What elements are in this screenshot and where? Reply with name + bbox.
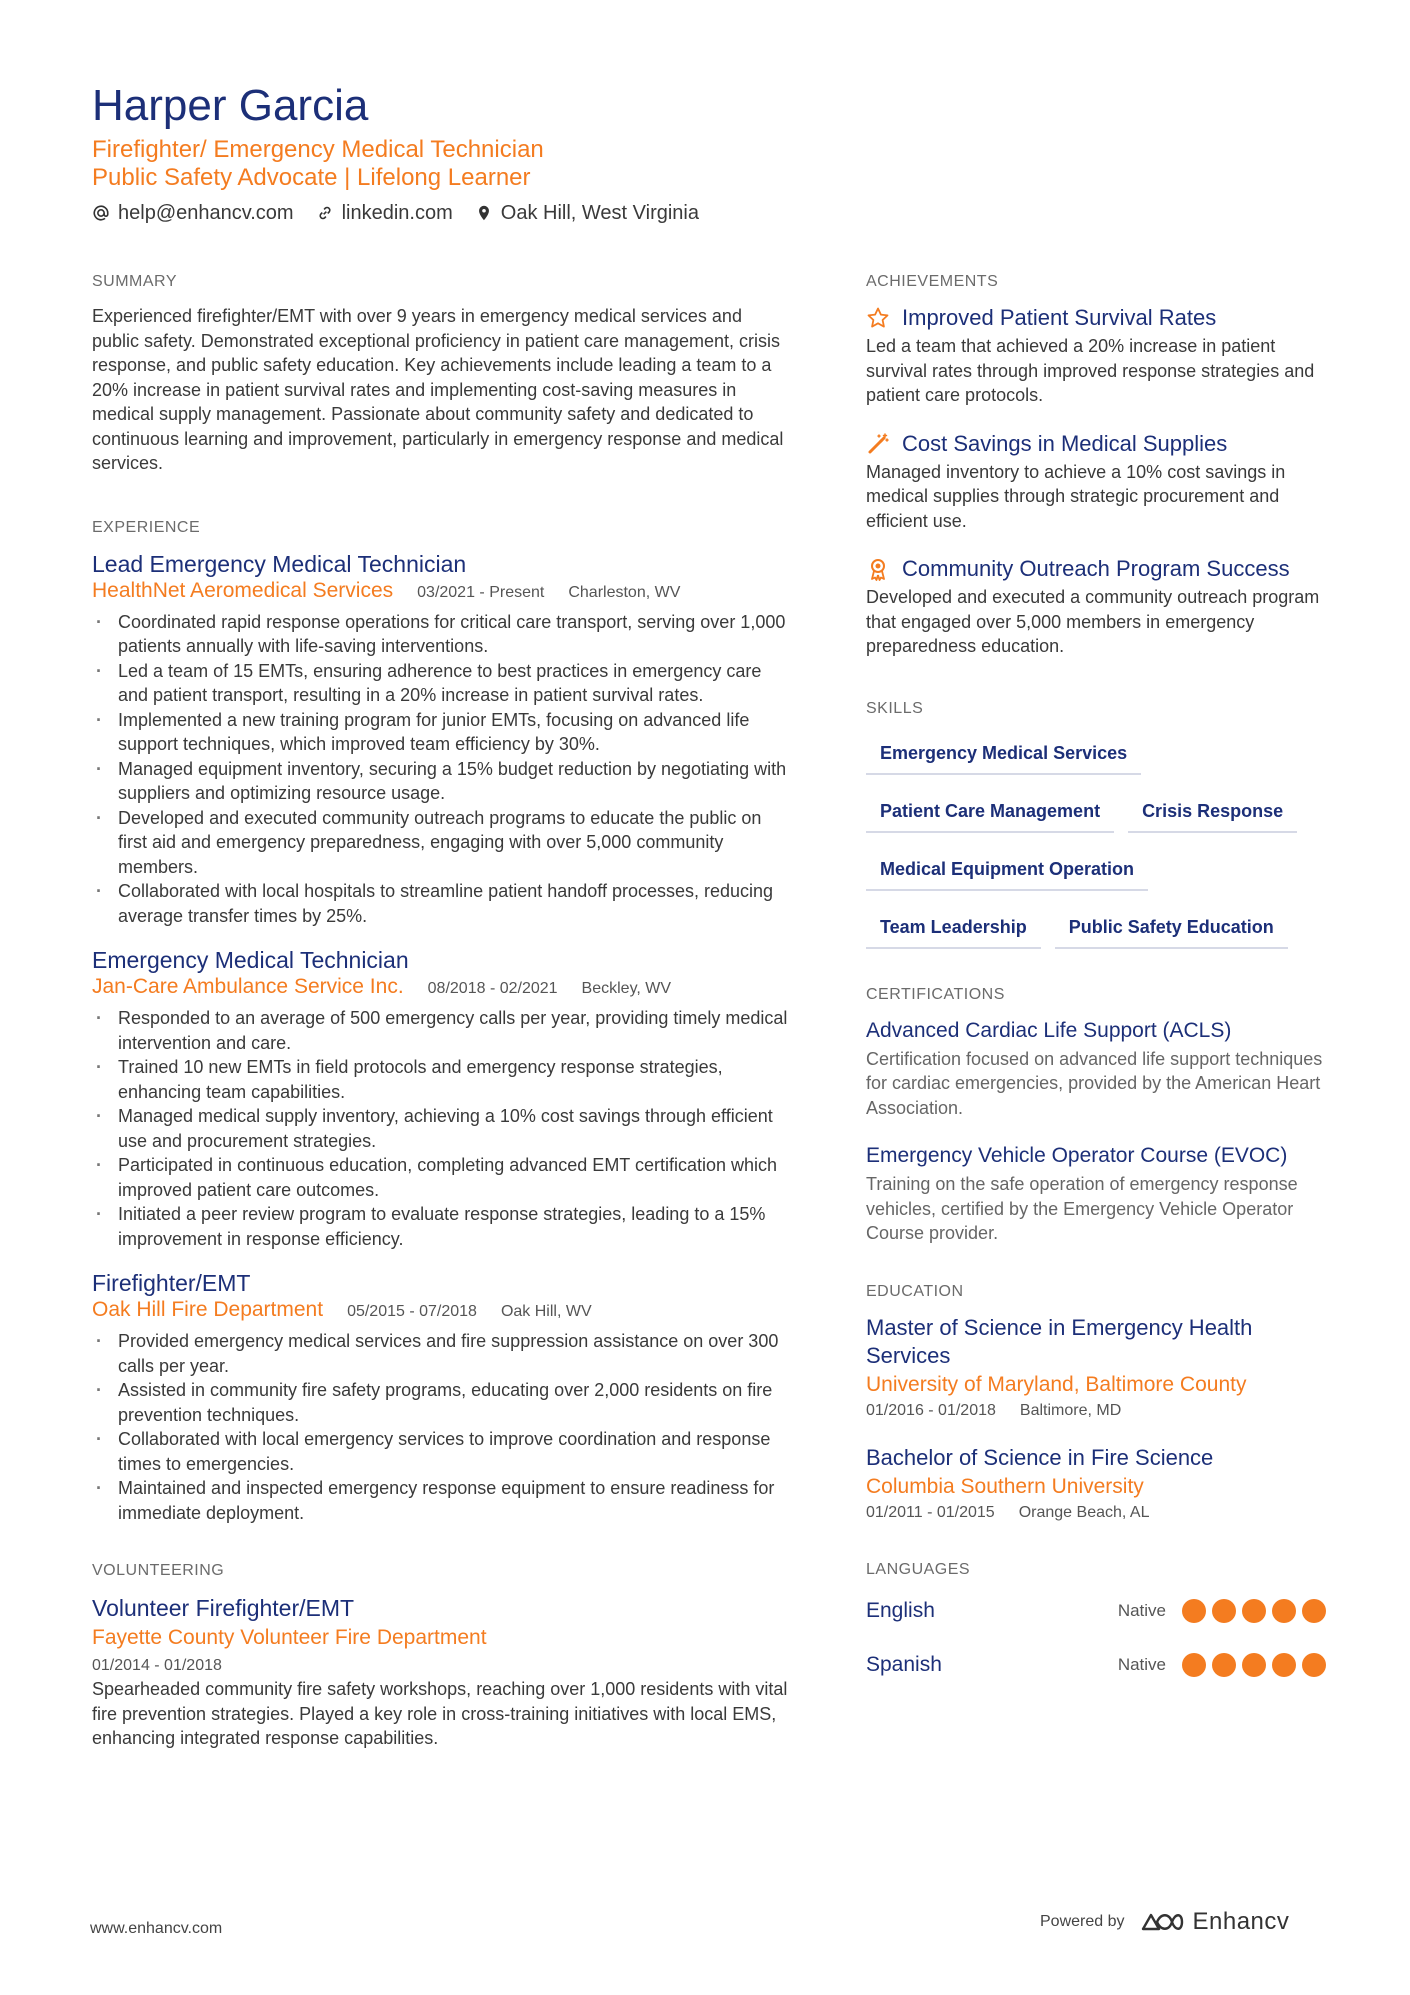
skills-row	[866, 793, 1326, 833]
job-dates: 03/2021 - Present	[417, 583, 545, 601]
job-dates: 05/2015 - 07/2018	[347, 1303, 477, 1320]
rating-dot	[1212, 1653, 1236, 1677]
at-icon	[92, 204, 110, 222]
contact-email[interactable]	[92, 200, 294, 226]
language-level: Native	[1117, 1654, 1166, 1674]
job-company: Oak Hill Fire Department	[92, 1298, 324, 1321]
job-bullet: · Maintained and inspected emergency response equipment to ensure readiness for immediate deployment.	[92, 1476, 792, 1525]
job-bullet: · Managed medical supply inventory, achieving a 10% cost savings through efficient use and procurement strategies.	[92, 1104, 792, 1153]
education-dates: 01/2016 - 01/2018	[866, 1401, 996, 1419]
summary-heading: SUMMARY	[92, 273, 177, 290]
candidate-name: Harper Garcia	[92, 81, 369, 130]
achievement-description: Led a team that achieved a 20% increase in patient survival rates through improved response strategies and patient care protocols.	[866, 336, 1315, 405]
achievement-item	[866, 304, 1326, 408]
achievement-description: Managed inventory to achieve a 10% cost savings in medical supplies through strategic procurement and efficient use.	[866, 461, 1286, 531]
achievement-title: Improved Patient Survival Rates	[902, 305, 1217, 330]
language-rating	[1182, 1599, 1326, 1623]
footer-branding	[1040, 1908, 1289, 1936]
job-bullet: · Provided emergency medical services and fire suppression assistance on over 300 calls per year.	[92, 1329, 792, 1378]
job-bullet: · Collaborated with local hospitals to streamline patient handoff processes, reducing average transfer times by 25%.	[92, 879, 792, 928]
job-bullets	[92, 1329, 792, 1525]
job-location: Oak Hill, WV	[500, 1303, 592, 1320]
education-item	[866, 1444, 1326, 1524]
contact-location	[475, 200, 699, 226]
education-meta	[866, 1400, 1326, 1422]
rating-dot	[1242, 1653, 1266, 1677]
location-pin-icon	[475, 204, 493, 222]
star-icon	[866, 306, 890, 330]
language-level: Native	[1117, 1600, 1166, 1620]
language-row	[866, 1638, 1326, 1692]
skill-tag: Medical Equipment Operation	[866, 851, 1148, 891]
job-title-line-1: Firefighter/ Emergency Medical Technician	[92, 136, 544, 163]
education-meta	[866, 1502, 1326, 1524]
job-bullet: · Responded to an average of 500 emergency calls per year, providing timely medical intervention and care.	[92, 1006, 792, 1055]
magic-wand-icon	[866, 432, 890, 456]
brand-logo[interactable]	[1139, 1908, 1290, 1936]
achievements-section	[866, 272, 1326, 659]
education-dates: 01/2011 - 01/2015	[866, 1503, 995, 1521]
achievement-header	[866, 555, 1326, 583]
job-bullet: · Coordinated rapid response operations for critical care transport, serving over 1,000 patients annually with life-saving interventions.	[92, 610, 792, 659]
volunteer-dates: 01/2014 - 01/2018	[92, 1657, 222, 1674]
job-bullet: · Implemented a new training program for junior EMTs, focusing on advanced life support techniques, which improved team efficiency by 30%.	[92, 708, 792, 757]
achievement-title: Community Outreach Program Success	[902, 556, 1290, 581]
achievement-title: Cost Savings in Medical Supplies	[902, 430, 1228, 456]
skill-tag: Crisis Response	[1128, 793, 1297, 833]
rating-dot	[1302, 1599, 1326, 1623]
education-degree: Master of Science in Emergency Health Services	[866, 1314, 1253, 1368]
job-bullet: · Collaborated with local emergency services to improve coordination and response times to emergencies.	[92, 1427, 792, 1476]
job-meta	[92, 974, 792, 1002]
job-title: Emergency Medical Technician	[92, 947, 409, 973]
contact-location-text: Oak Hill, West Virginia	[500, 202, 699, 224]
volunteer-organization: Fayette County Volunteer Fire Department	[92, 1626, 487, 1649]
job-bullet: · Participated in continuous education, completing advanced EMT certification which improved patient care outcomes.	[92, 1153, 792, 1202]
job-bullet: · Trained 10 new EMTs in field protocols and emergency response strategies, enhancing team capabilities.	[92, 1055, 792, 1104]
rating-dot	[1272, 1599, 1296, 1623]
skill-tag: Public Safety Education	[1055, 909, 1288, 949]
contact-linkedin[interactable]	[316, 200, 453, 226]
job-bullet: · Managed equipment inventory, securing a 15% budget reduction by negotiating with suppliers and optimizing resource usage.	[92, 757, 792, 806]
education-section	[866, 1282, 1326, 1524]
rating-dot	[1272, 1653, 1296, 1677]
achievement-item	[866, 555, 1326, 659]
achievements-heading: ACHIEVEMENTS	[866, 273, 999, 290]
volunteer-title: Volunteer Firefighter/EMT	[92, 1595, 355, 1621]
skills-section	[866, 699, 1326, 949]
contact-bar	[92, 200, 699, 226]
skills-row	[866, 909, 1326, 949]
job-title: Firefighter/EMT	[92, 1270, 251, 1296]
job-entry	[92, 946, 792, 1251]
skills-heading: SKILLS	[866, 699, 924, 717]
job-bullets	[92, 610, 792, 929]
job-title: Lead Emergency Medical Technician	[92, 550, 467, 577]
languages-section	[866, 1560, 1326, 1692]
rating-dot	[1242, 1599, 1266, 1623]
language-row	[866, 1584, 1326, 1638]
job-company: Jan-Care Ambulance Service Inc.	[92, 975, 404, 998]
powered-by-label: Powered by	[1040, 1913, 1125, 1930]
achievement-description: Developed and executed a community outreach program that engaged over 5,000 members in emergency preparedness education.	[866, 587, 1320, 656]
certifications-section	[866, 985, 1326, 1246]
volunteering-heading: VOLUNTEERING	[92, 1562, 225, 1579]
skill-tag: Team Leadership	[866, 909, 1041, 949]
certification-title: Advanced Cardiac Life Support (ACLS)	[866, 1018, 1232, 1042]
experience-heading: EXPERIENCE	[92, 518, 201, 536]
experience-section	[92, 518, 792, 1526]
rating-dot	[1212, 1599, 1236, 1623]
link-icon	[316, 204, 334, 222]
rating-dot	[1302, 1653, 1326, 1677]
job-title-line-2: Public Safety Advocate | Lifelong Learner	[92, 164, 531, 191]
job-bullet: · Developed and executed community outreach programs to educate the public on first aid and emergency preparedness, engaging with over 5,000 community members.	[92, 806, 792, 880]
achievement-header	[866, 304, 1326, 332]
right-column	[866, 272, 1326, 1692]
achievement-item	[866, 430, 1326, 534]
education-location: Orange Beach, AL	[1018, 1503, 1150, 1521]
skills-row	[866, 851, 1326, 891]
award-ribbon-icon	[866, 557, 890, 581]
education-degree: Bachelor of Science in Fire Science	[866, 1444, 1214, 1470]
achievement-header	[866, 430, 1326, 458]
education-heading: EDUCATION	[866, 1282, 964, 1300]
certification-title: Emergency Vehicle Operator Course (EVOC)	[866, 1144, 1288, 1167]
job-location: Charleston, WV	[568, 583, 681, 601]
enhancv-logo-icon	[1139, 1909, 1185, 1935]
education-item	[866, 1314, 1326, 1422]
language-name: English	[866, 1598, 935, 1622]
certification-description: Certification focused on advanced life support techniques for cardiac emergencies, provided by the American Heart Association.	[866, 1048, 1323, 1118]
certification-item	[866, 1017, 1326, 1121]
rating-dot	[1182, 1653, 1206, 1677]
brand-name: Enhancv	[1192, 1908, 1290, 1935]
job-bullet: · Led a team of 15 EMTs, ensuring adherence to best practices in emergency care and patient transport, resulting in a 20% increase in patient survival rates.	[92, 659, 792, 708]
education-location: Baltimore, MD	[1019, 1401, 1122, 1419]
volunteer-description: Spearheaded community fire safety workshops, reaching over 1,000 residents with vital fire prevention strategies. Played a key role in cross-training initiatives with local EMS, enhancing integrated response capabilities.	[92, 1679, 788, 1748]
job-entry	[92, 1269, 792, 1525]
education-school: University of Maryland, Baltimore County	[866, 1372, 1247, 1396]
job-meta	[92, 1297, 792, 1325]
footer-website[interactable]: www.enhancv.com	[90, 1920, 223, 1937]
job-dates: 08/2018 - 02/2021	[427, 980, 558, 997]
contact-linkedin-text: linkedin.com	[341, 202, 453, 224]
contact-email-text: help@enhancv.com	[118, 202, 294, 224]
summary-section	[92, 272, 792, 476]
left-column	[92, 272, 792, 1751]
skills-row	[866, 735, 1326, 775]
job-bullet: · Assisted in community fire safety programs, educating over 2,000 residents on fire prevention techniques.	[92, 1378, 792, 1427]
certification-description: Training on the safe operation of emergency response vehicles, certified by the Emergency Vehicle Operator Course provider.	[866, 1174, 1298, 1243]
language-name: Spanish	[866, 1652, 942, 1676]
skill-tag: Emergency Medical Services	[866, 735, 1141, 775]
volunteering-section	[92, 1561, 792, 1751]
languages-heading: LANGUAGES	[866, 1560, 971, 1578]
job-company: HealthNet Aeromedical Services	[92, 578, 394, 602]
job-entry	[92, 550, 792, 929]
job-meta	[92, 578, 792, 606]
rating-dot	[1182, 1599, 1206, 1623]
education-school: Columbia Southern University	[866, 1474, 1144, 1498]
summary-text: Experienced firefighter/EMT with over 9 years in emergency medical services and public safety. Demonstrated exceptional proficiency in patient care management, crisis response, and public safety education. Key achievements include leading a team to a 20% increase in patient survival rates and implementing cost-saving measures in medical supply management. Passionate about community safety and dedicated to continuous learning and improvement, particularly in emergency response and medical services.	[92, 306, 784, 473]
certifications-heading: CERTIFICATIONS	[866, 985, 1005, 1003]
job-bullet: · Initiated a peer review program to evaluate response strategies, leading to a 15% improvement in response efficiency.	[92, 1202, 792, 1251]
job-bullets	[92, 1006, 792, 1251]
certification-item	[866, 1142, 1326, 1246]
language-rating	[1182, 1653, 1326, 1677]
job-location: Beckley, WV	[581, 980, 672, 997]
skill-tag: Patient Care Management	[866, 793, 1114, 833]
